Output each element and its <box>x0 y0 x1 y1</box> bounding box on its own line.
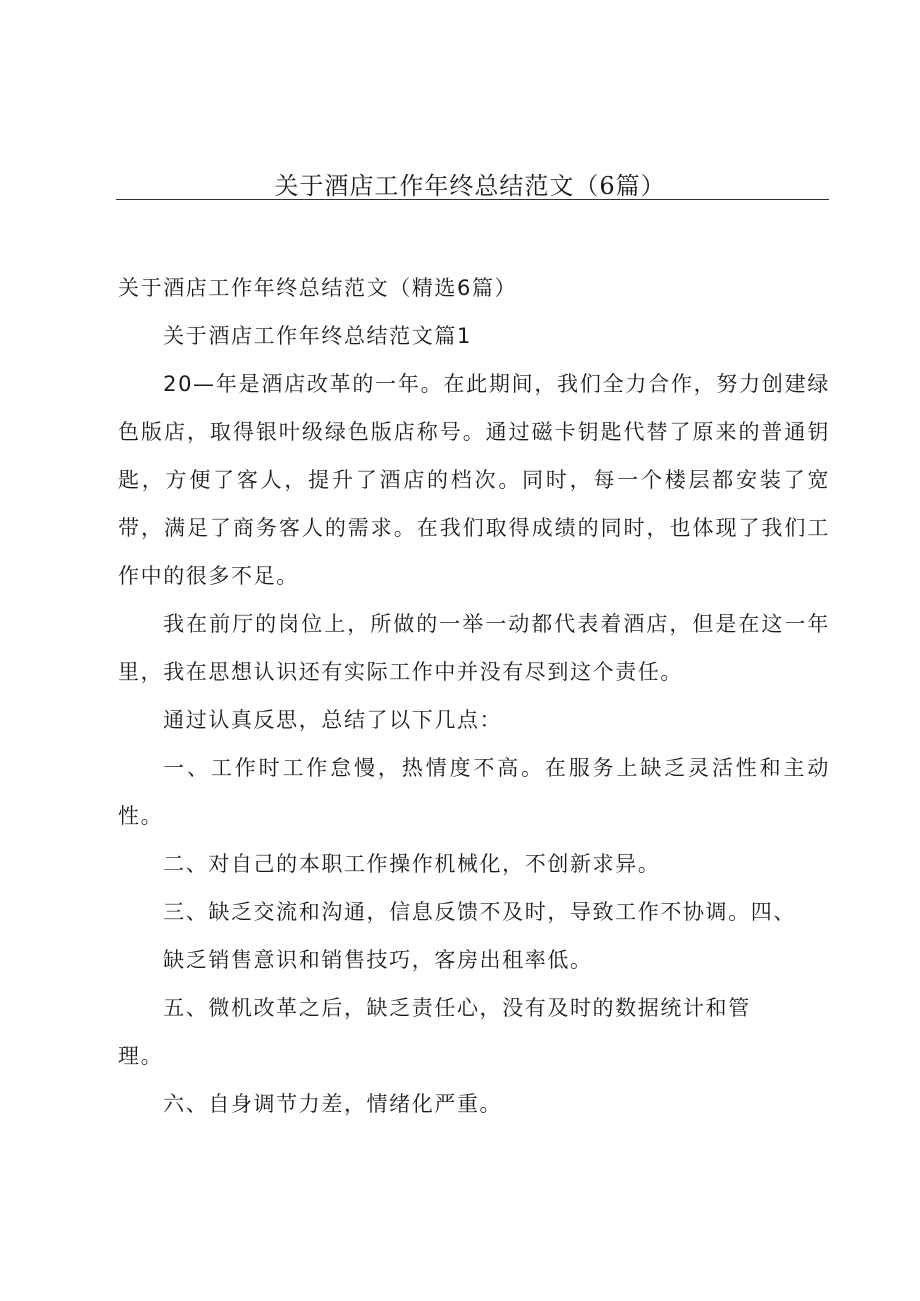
title-underline <box>116 199 829 200</box>
list-item: 一、工作时工作怠慢，热情度不高。在服务上缺乏灵活性和主动性。 <box>118 756 830 828</box>
document-subtitle: 关于酒店工作年终总结范文（精选6篇） <box>118 276 518 300</box>
section-heading: 关于酒店工作年终总结范文篇1 <box>163 324 472 348</box>
paragraph: 20—年是酒店改革的一年。在此期间，我们全力合作，努力创建绿色版店，取得银叶级绿色版店称号。通过磁卡钥匙代替了原来的普通钥匙，方便了客人，提升了酒店的档次。同时，每一个楼层都安装了宽带，满足了商务客人的需求。在我们取得成绩的同时，也体现了我们工作中的很多不足。 <box>118 372 830 588</box>
document-title: 关于酒店工作年终总结范文（6篇） <box>274 172 666 200</box>
paragraph: 我在前厅的岗位上，所做的一举一动都代表着酒店，但是在这一年里，我在思想认识还有实际工作中并没有尽到这个责任。 <box>118 612 830 684</box>
list-item: 二、对自己的本职工作操作机械化，不创新求异。 <box>163 852 661 876</box>
list-item: 缺乏销售意识和销售技巧，客房出租率低。 <box>163 948 593 972</box>
list-item: 六、自身调节力差，情绪化严重。 <box>163 1092 503 1116</box>
document-body <box>118 264 830 1128</box>
list-item: 五、微机改革之后，缺乏责任心，没有及时的数据统计和管 <box>163 996 751 1020</box>
paragraph: 通过认真反思，总结了以下几点： <box>163 708 503 732</box>
list-item: 三、缺乏交流和沟通，信息反馈不及时，导致工作不协调。四、 <box>163 900 796 924</box>
list-item-continuation: 理。 <box>118 1044 164 1068</box>
